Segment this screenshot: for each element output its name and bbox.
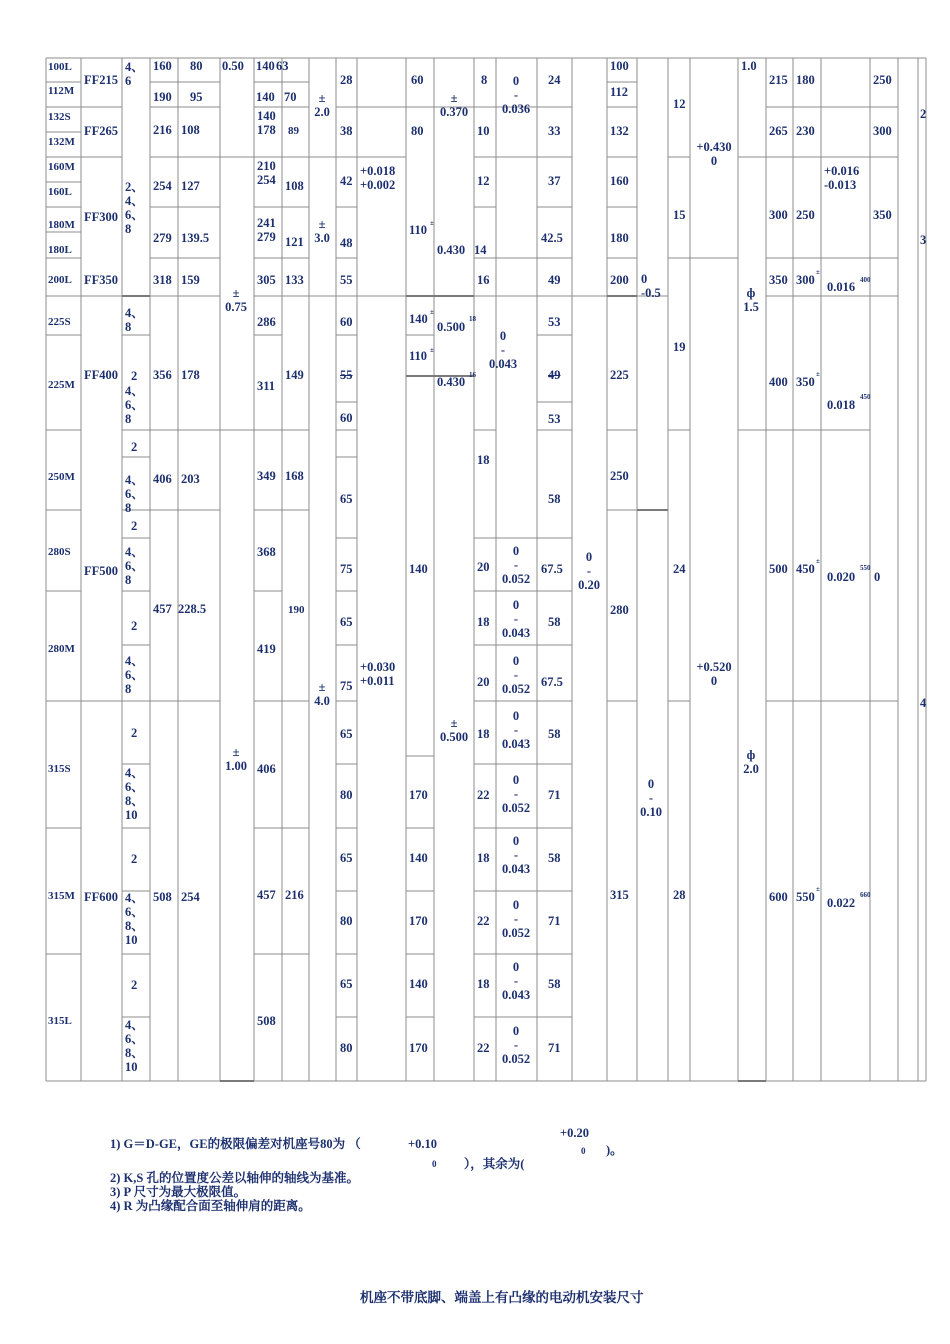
dim-h-cell: 200 — [610, 273, 629, 287]
dim-b-cell: 349 — [257, 469, 276, 483]
poles-cell: 2 — [131, 619, 138, 633]
poles-cell: 4、 6、 8 — [125, 473, 144, 515]
dim-f-cell: 12 — [477, 174, 490, 188]
dim-e-tol: ± 0.500 — [439, 716, 469, 744]
dim-a-tol: 0.50 — [222, 59, 244, 73]
dim-m-cell: 400 — [769, 375, 788, 389]
dim-d-cell: 65 — [340, 977, 353, 991]
dim-d-cell: 65 — [340, 615, 353, 629]
dim-f-cell: 14 — [474, 243, 487, 257]
dim-b-cell: 311 — [257, 379, 276, 393]
dim-n-tol: +0.016 -0.013 — [824, 164, 860, 192]
dim-f-cell: 18 — [477, 851, 490, 865]
dim-h-cell: 315 — [610, 888, 629, 902]
dim-n-cell: 230 — [796, 124, 815, 138]
frame-cell: 225M — [48, 379, 75, 391]
dim-f-tol: 0 - 0.043 — [501, 834, 531, 876]
dim-f-cell: 18 — [477, 453, 490, 467]
dim-g-tol: 0 - 0.20 — [578, 550, 600, 592]
dim-d-cell: 75 — [340, 562, 353, 576]
dim-m-cell: 600 — [769, 890, 788, 904]
dim-b-cell: 140 — [256, 90, 275, 104]
dim-g-cell: 58 — [548, 615, 561, 629]
dim-a-cell: 279 — [153, 231, 172, 245]
poles-cell: 2 — [131, 440, 138, 454]
flange-cell: FF350 — [84, 273, 119, 287]
dim-n-cell: 250 — [796, 208, 815, 222]
dim-c-cell: 133 — [285, 273, 304, 287]
dim-m-cell: 300 — [769, 208, 788, 222]
dim-h-tol: 0 - 0.10 — [640, 777, 662, 819]
note-1-upper: +0.20 — [560, 1126, 589, 1140]
dim-d-cell: 38 — [340, 124, 353, 138]
dim-e-cell: 170 — [409, 788, 428, 802]
dim-m-cell: 500 — [769, 562, 788, 576]
note-1-lower: 0 — [581, 1146, 586, 1156]
dim-d-cell: 80 — [340, 1041, 353, 1055]
note-1-lower: 0 — [432, 1159, 437, 1169]
poles-cell: 4、 6、 8 — [125, 654, 144, 696]
dim-f-tol: 0 - 0.043 — [501, 709, 531, 751]
frame-cell: 315L — [48, 1015, 72, 1027]
dim-p-cell: 250 — [873, 73, 892, 87]
dim-m-tol: ф 2.0 — [743, 748, 759, 776]
dim-n-tol-sup: 400 — [860, 276, 871, 284]
dim-e-cell: 110 — [409, 223, 428, 237]
dim-b-cell: 419 — [257, 642, 276, 656]
dim-d-cell: 42 — [340, 174, 353, 188]
dim-m-tol: ф 1.5 — [743, 286, 759, 314]
dim-a2-cell: 228.5 — [178, 602, 207, 616]
dim-f-tol: 0 - 0.052 — [501, 773, 531, 815]
dim-h-cell: 112 — [610, 85, 629, 99]
flange-cell: FF500 — [84, 564, 119, 578]
frame-cell: 160L — [48, 186, 72, 198]
dim-n-cell: 450 — [796, 562, 815, 576]
dim-n-tol-sup: 550 — [860, 564, 871, 572]
dim-c-cell: 70 — [284, 90, 297, 104]
dim-n-tol-sup: 660 — [860, 891, 871, 899]
dim-a2-cell: 127 — [181, 179, 200, 193]
dim-n-sup: ± — [816, 370, 820, 378]
dim-g-cell: 49 — [548, 273, 561, 287]
frame-cell: 132S — [48, 111, 71, 123]
dim-f-cell: 18 — [477, 977, 490, 991]
poles-cell: 2 — [131, 726, 138, 740]
dim-a-cell: 318 — [153, 273, 172, 287]
dim-b-cell: 140 178 — [257, 109, 276, 137]
dim-d-cell: 60 — [340, 411, 353, 425]
frame-cell: 132M — [48, 136, 75, 148]
dim-a2-cell: 203 — [181, 472, 200, 486]
dim-h-cell: 280 — [610, 603, 629, 617]
dim-f-tol: 0 - 0.043 — [501, 598, 531, 640]
dim-g-cell: 58 — [548, 977, 561, 991]
dim-f-tol: 0 - 0.036 — [501, 74, 531, 116]
dim-e-cell: 80 — [411, 124, 424, 138]
dim-e-tol: 0.430 — [437, 243, 466, 257]
dim-a2-cell: 159 — [181, 273, 200, 287]
dim-n-cell: 180 — [796, 73, 815, 87]
dim-r-cell: 3 — [920, 233, 927, 247]
dim-f-cell: 8 — [481, 73, 488, 87]
dim-f-tol: 0 - 0.052 — [501, 544, 531, 586]
dim-f-tol: 0 - 0.052 — [501, 898, 531, 940]
dim-d-cell: 65 — [340, 492, 353, 506]
dim-a2-cell: 254 — [181, 890, 200, 904]
dim-n-sup: ± — [816, 885, 820, 893]
dim-f-cell: 16 — [477, 273, 490, 287]
dim-d-cell: 65 — [340, 727, 353, 741]
frame-cell: 225S — [48, 316, 71, 328]
dim-a-cell: 508 — [153, 890, 172, 904]
dim-n-tol: 0 — [874, 570, 881, 584]
dim-h-cell: 250 — [610, 469, 629, 483]
dim-p-cell: 300 — [873, 124, 892, 138]
dim-b-cell: 457 — [257, 888, 276, 902]
note-1: 1) G＝D-GE，GE的极限偏差对机座号80为 （ — [110, 1137, 361, 1151]
poles-cell: 4、 6、 8、 10 — [125, 891, 144, 947]
dim-f-tol: 0 - 0.043 — [488, 329, 518, 371]
dim-h-cell: 180 — [610, 231, 629, 245]
dim-h-cell: 132 — [610, 124, 629, 138]
dim-c-cell: 216 — [285, 888, 304, 902]
note-1-upper: +0.10 — [408, 1137, 437, 1151]
dim-b-cell: 305 — [257, 273, 276, 287]
dim-d-cell: 65 — [340, 851, 353, 865]
dim-e-sup: ± — [430, 346, 434, 354]
dim-a2-cell: 95 — [190, 90, 203, 104]
dim-e-cell: 170 — [409, 914, 428, 928]
dim-n-tol: 0.020 — [827, 570, 856, 584]
dim-b-cell: 406 — [257, 762, 276, 776]
frame-cell: 280S — [48, 546, 71, 558]
dim-n-tol-sup: 450 — [860, 393, 871, 401]
dim-a2-cell: 108 — [181, 123, 200, 137]
flange-cell: FF215 — [84, 73, 119, 87]
dim-a-tol: ± 1.00 — [225, 745, 247, 773]
note-1-mid: ），其余为( — [464, 1157, 525, 1171]
dim-p-cell: 350 — [873, 208, 892, 222]
dim-c-tol: ± 4.0 — [314, 680, 330, 708]
dim-d-cell: 28 — [340, 73, 353, 87]
dim-c-cell: 149 — [285, 368, 304, 382]
dim-e-cell: 140 — [409, 562, 428, 576]
dim-f-tol: 0 - 0.052 — [501, 654, 531, 696]
dim-k-cell: 12 — [673, 97, 686, 111]
poles-cell: 4、 8 — [125, 306, 144, 334]
poles-cell: 2 — [131, 369, 138, 383]
dim-b-cell: 241 279 — [257, 216, 276, 244]
dim-k-tol: +0.430 0 — [696, 140, 732, 168]
dim-g-cell: 53 — [548, 315, 561, 329]
dim-e-sup: 18 — [469, 315, 476, 323]
dim-a2-cell: 139.5 — [181, 231, 210, 245]
poles-cell: 4、 6、 8 — [125, 545, 144, 587]
dim-g-cell: 33 — [548, 124, 561, 138]
dim-f-cell: 22 — [477, 1041, 490, 1055]
poles-cell: 4、 6 — [125, 60, 144, 88]
flange-cell: FF600 — [84, 890, 119, 904]
flange-cell: FF300 — [84, 210, 119, 224]
dim-c-cell: 108 — [285, 179, 304, 193]
dim-n-cell: 550 — [796, 890, 815, 904]
dim-m-cell: 215 — [769, 73, 788, 87]
frame-cell: 280M — [48, 643, 75, 655]
dim-a2-cell: 80 — [190, 59, 203, 73]
dim-g-cell: 37 — [548, 174, 561, 188]
frame-cell: 180L — [48, 244, 72, 256]
frame-cell: 100L — [48, 61, 72, 73]
dim-g-cell: 24 — [548, 73, 561, 87]
dim-c-cell: 63 — [276, 59, 289, 73]
frame-cell: 112M — [48, 85, 75, 97]
table-caption: 机座不带底脚、端盖上有凸缘的电动机安装尺寸 — [360, 1290, 644, 1305]
dim-f-tol: 0 - 0.043 — [501, 960, 531, 1002]
dim-f-tol: 0 - 0.052 — [501, 1024, 531, 1066]
dim-k-cell: 19 — [673, 340, 686, 354]
frame-cell: 315M — [48, 890, 75, 902]
dim-e-cell: 140 — [409, 312, 428, 326]
dim-h-cell: 225 — [610, 368, 629, 382]
dim-a-cell: 406 — [153, 472, 172, 486]
dim-d-cell: 80 — [340, 788, 353, 802]
note-1-end: )。 — [606, 1143, 623, 1157]
poles-cell: 2 — [131, 519, 138, 533]
dim-c-cell: 168 — [285, 469, 304, 483]
frame-cell: 315S — [48, 763, 71, 775]
dim-g-cell: 71 — [548, 914, 561, 928]
dim-f-cell: 18 — [477, 727, 490, 741]
dim-e-cell: 170 — [409, 1041, 428, 1055]
dim-r-cell: 2 — [920, 107, 927, 121]
dim-a-cell: 216 — [153, 123, 172, 137]
dim-d-cell: 75 — [340, 679, 353, 693]
dim-g-cell: 49 — [548, 368, 561, 382]
dim-g-cell: 42.5 — [541, 231, 563, 245]
dim-g-cell: 67.5 — [541, 675, 563, 689]
dim-h-cell: 100 — [610, 59, 629, 73]
poles-cell: 2、 4、 6、 8 — [125, 180, 144, 236]
dim-n-cell: 300 — [796, 273, 815, 287]
dim-e-cell: 60 — [411, 73, 424, 87]
dim-b-cell: 286 — [257, 315, 276, 329]
dim-d-tol: +0.018 +0.002 — [360, 164, 396, 192]
dim-e-sup: ± — [430, 308, 434, 316]
poles-cell: 2 — [131, 978, 138, 992]
flange-cell: FF265 — [84, 124, 119, 138]
dim-n-sup: ± — [816, 557, 820, 565]
dim-f-cell: 20 — [477, 560, 490, 574]
dim-r-cell: 4 — [920, 696, 927, 710]
flange-cell: FF400 — [84, 368, 119, 382]
poles-cell: 2 — [131, 852, 138, 866]
dim-c-cell: 190 — [288, 604, 305, 616]
dim-a2-cell: 178 — [181, 368, 200, 382]
dim-b-cell: 210 254 — [257, 159, 276, 187]
dim-f-cell: 22 — [477, 788, 490, 802]
note-4: 4) R 为凸缘配合面至轴伸肩的距离。 — [110, 1199, 311, 1213]
dim-g-cell: 71 — [548, 1041, 561, 1055]
dim-e-cell: 140 — [409, 851, 428, 865]
dim-f-cell: 22 — [477, 914, 490, 928]
dim-d-cell: 55 — [340, 368, 353, 382]
dim-d-tol: +0.030 +0.011 — [360, 660, 396, 688]
dim-k-cell: 28 — [673, 888, 686, 902]
dim-a-tol: ± 0.75 — [225, 286, 247, 314]
dim-n-tol: 0.018 — [827, 398, 856, 412]
dim-c-cell: 89 — [288, 125, 299, 137]
dim-f-cell: 10 — [477, 124, 490, 138]
dim-f-cell: 20 — [477, 675, 490, 689]
dim-b-cell: 140 — [256, 59, 275, 73]
dim-m-tol: 1.0 — [741, 59, 757, 73]
dim-k-cell: 15 — [673, 208, 686, 222]
frame-cell: 160M — [48, 161, 75, 173]
dim-d-cell: 60 — [340, 315, 353, 329]
dim-g-cell: 58 — [548, 851, 561, 865]
poles-cell: 4、 6、 8、 10 — [125, 766, 144, 822]
dim-a-cell: 356 — [153, 368, 172, 382]
dim-e-sup: ± — [430, 219, 434, 227]
dim-g-cell: 67.5 — [541, 562, 563, 576]
dim-n-tol: 0.022 — [827, 896, 856, 910]
dim-f-cell: 18 — [477, 615, 490, 629]
dim-a-cell: 160 — [153, 59, 172, 73]
dim-m-cell: 265 — [769, 124, 788, 138]
note-2: 2) K,S 孔的位置度公差以轴伸的轴线为基准。 — [110, 1171, 359, 1185]
dim-e-cell: 110 — [409, 349, 428, 363]
dim-a-cell: 190 — [153, 90, 172, 104]
dim-c-tol: ± 3.0 — [314, 217, 330, 245]
dim-h-cell: 160 — [610, 174, 629, 188]
dim-g-cell: 58 — [548, 727, 561, 741]
frame-cell: 200L — [48, 274, 72, 286]
dim-n-sup: ± — [816, 268, 820, 276]
dim-a-cell: 254 — [153, 179, 172, 193]
frame-cell: 250M — [48, 471, 75, 483]
dim-g-cell: 58 — [548, 492, 561, 506]
dim-c-cell: 121 — [285, 235, 304, 249]
dim-c-tol: ± 2.0 — [314, 91, 330, 119]
dim-n-tol: 0.016 — [827, 280, 856, 294]
dim-n-cell: 350 — [796, 375, 815, 389]
dim-g-cell: 53 — [548, 412, 561, 426]
dim-k-cell: 24 — [673, 562, 686, 576]
dim-m-cell: 350 — [769, 273, 788, 287]
dim-a-cell: 457 — [153, 602, 172, 616]
dim-e-tol: 0.430 — [437, 375, 466, 389]
poles-cell: 4、 6、 8 — [125, 384, 144, 426]
dim-b-cell: 508 — [257, 1014, 276, 1028]
dim-e-cell: 140 — [409, 977, 428, 991]
dim-d-cell: 55 — [340, 273, 353, 287]
dim-h-tol: 0 -0.5 — [641, 272, 661, 300]
poles-cell: 4、 6、 8、 10 — [125, 1018, 144, 1074]
dim-e-tol: 0.500 — [437, 320, 466, 334]
dim-e-sup: 16 — [469, 371, 476, 379]
dim-k-tol: +0.520 0 — [696, 660, 732, 688]
dim-d-cell: 80 — [340, 914, 353, 928]
frame-cell: 180M — [48, 219, 75, 231]
dim-b-cell: 368 — [257, 545, 276, 559]
dim-g-cell: 71 — [548, 788, 561, 802]
dim-d-cell: 48 — [340, 236, 353, 250]
note-3: 3) P 尺寸为最大极限值。 — [110, 1185, 247, 1199]
dim-e-tol: ± 0.370 — [439, 91, 469, 119]
